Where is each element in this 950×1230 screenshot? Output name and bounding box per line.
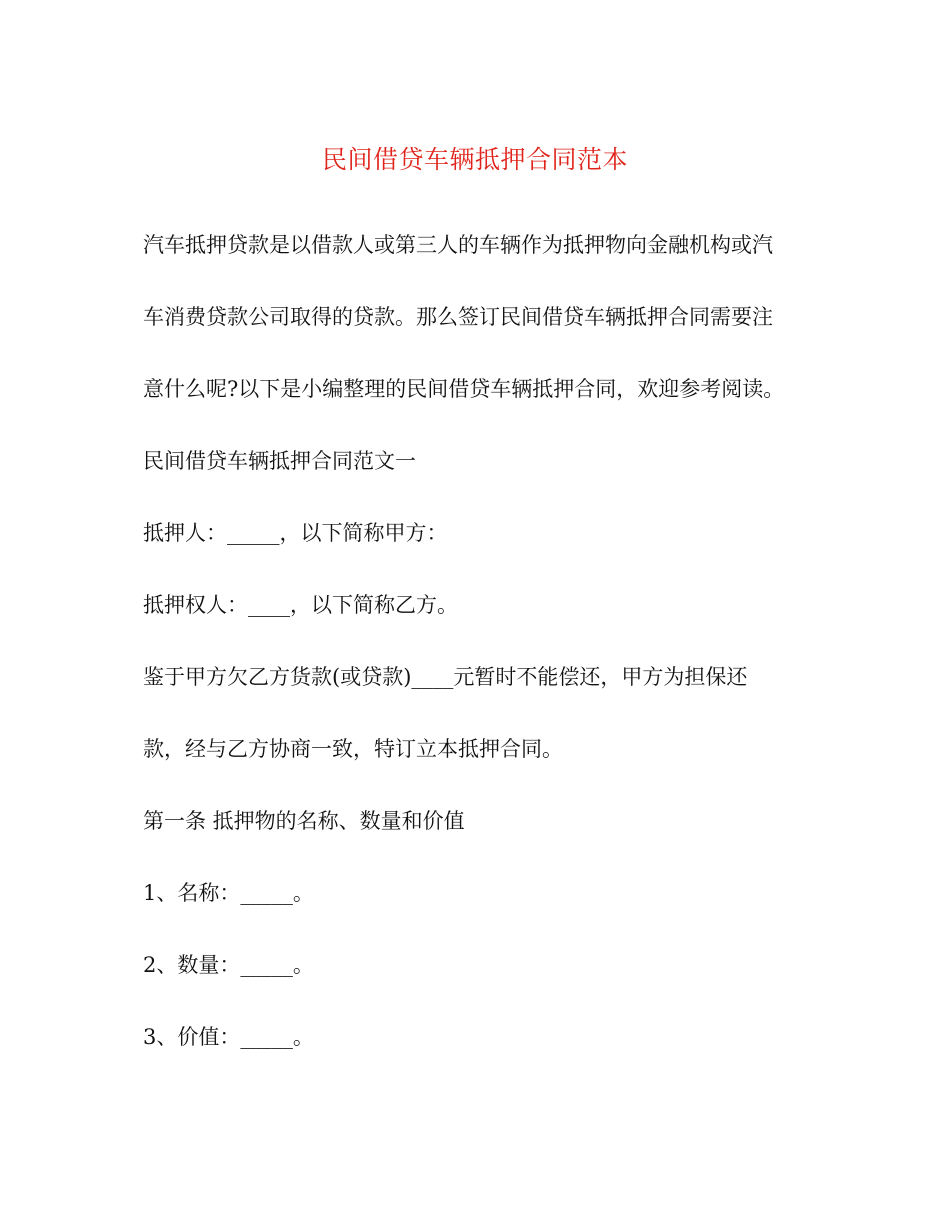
item-value-line: 3、价值：_____。 bbox=[143, 1025, 314, 1049]
intro-line-2: 车消费贷款公司取得的贷款。那么签订民间借贷车辆抵押合同需要注 bbox=[143, 305, 773, 329]
mortgagor-line: 抵押人：_____，以下简称甲方： bbox=[143, 521, 448, 545]
intro-line-1: 汽车抵押贷款是以借款人或第三人的车辆作为抵押物向金融机构或汽 bbox=[143, 233, 773, 257]
article-one-heading: 第一条 抵押物的名称、数量和价值 bbox=[143, 809, 465, 833]
intro-line-3: 意什么呢?以下是小编整理的民间借贷车辆抵押合同，欢迎参考阅读。 bbox=[143, 377, 785, 401]
document-title: 民间借贷车辆抵押合同范本 bbox=[321, 145, 628, 174]
recital-line-1: 鉴于甲方欠乙方货款(或贷款)____元暂时不能偿还，甲方为担保还 bbox=[143, 665, 748, 689]
recital-line-2: 款，经与乙方协商一致，特订立本抵押合同。 bbox=[143, 737, 563, 761]
section-heading: 民间借贷车辆抵押合同范文一 bbox=[143, 449, 416, 473]
item-name-line: 1、名称：_____。 bbox=[143, 881, 314, 905]
item-quantity-line: 2、数量：_____。 bbox=[143, 953, 314, 977]
mortgagee-line: 抵押权人：____，以下简称乙方。 bbox=[143, 593, 458, 617]
